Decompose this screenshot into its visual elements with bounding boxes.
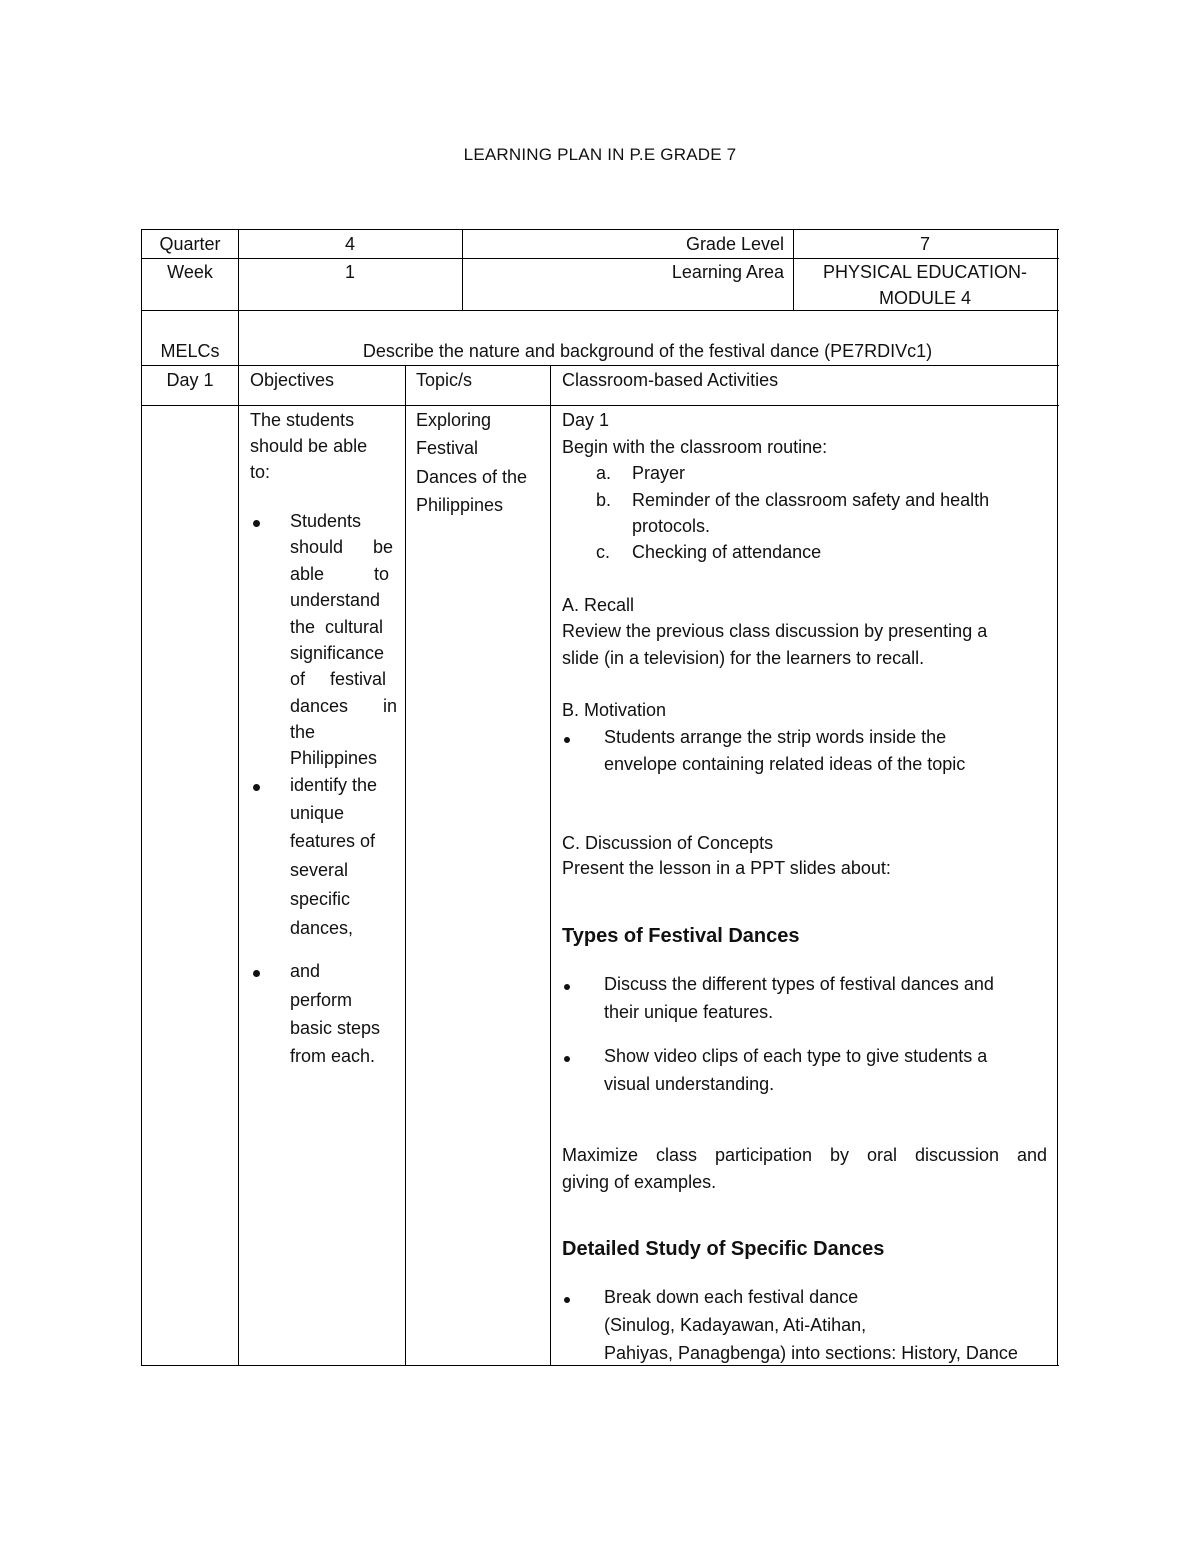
motivation-text: Students arrange the strip words inside the [604,727,947,747]
objective-3-line: basic steps [290,1018,381,1038]
week-value: 1 [344,262,355,282]
objective-2-line: features of [290,831,376,851]
routine-marker: c. [596,542,611,562]
objective-1-line: the cultural [290,617,384,637]
learning-area-value-line1: PHYSICAL EDUCATION- [822,262,1028,282]
bullet-icon [253,958,260,984]
recall-text: Review the previous class discussion by presenting a [562,621,988,641]
objective-1-line: able to [290,564,390,584]
types-bullet-text: their unique features. [604,1002,774,1022]
objective-1-line: Students [290,511,362,531]
objective-1-line: Philippines [290,748,378,768]
activities-day: Day 1 [562,410,610,430]
detailed-heading: Detailed Study of Specific Dances [562,1238,885,1260]
objective-1-line: dances in [290,696,398,716]
objective-3-line: and [290,961,321,981]
routine-intro: Begin with the classroom routine: [562,437,828,457]
maximize-text: Maximize class participation by oral discussion and [562,1145,1047,1165]
objective-1-line: understand [290,590,381,610]
objective-2-line: several [290,860,349,880]
discussion-intro: Present the lesson in a PPT slides about: [562,858,891,878]
topic-line: Philippines [416,495,504,515]
recall-heading: A. Recall [562,595,635,615]
objectives-column-header: Objectives [250,370,335,390]
detailed-bullet-text: Break down each festival dance [604,1287,859,1307]
detailed-bullet-text: (Sinulog, Kadayawan, Ati-Atihan, [604,1315,867,1335]
types-bullet-text: visual understanding. [604,1074,775,1094]
grade-level-label: Grade Level [685,234,784,254]
objectives-intro-line: to: [250,462,271,482]
melcs-value: Describe the nature and background of the festival dance (PE7RDIVc1) [362,341,933,361]
bullet-icon [564,724,570,750]
objective-1-line: should be [290,537,394,557]
week-label: Week [167,262,213,282]
objectives-intro-line: should be able [250,436,368,456]
routine-item: Checking of attendance [632,542,822,562]
objective-1-line: the [290,722,316,742]
objective-2-line: identify the [290,775,378,795]
objective-3-line: perform [290,990,353,1010]
types-heading: Types of Festival Dances [562,925,800,947]
topic-line: Dances of the [416,467,528,487]
routine-item: Prayer [632,463,686,483]
learning-area-label: Learning Area [671,262,784,282]
objective-2-line: unique [290,803,345,823]
recall-text: slide (in a television) for the learners to recall. [562,648,925,668]
melcs-label: MELCs [160,341,220,361]
routine-marker: b. [596,490,612,510]
bullet-icon [253,772,260,798]
day-column-header: Day 1 [166,370,214,390]
bullet-icon [564,1284,570,1310]
objective-2-line: specific [290,889,351,909]
objective-1-line: of festival [290,669,387,689]
quarter-label: Quarter [159,234,221,254]
routine-item: protocols. [632,516,711,536]
objectives-intro-line: The students [250,410,355,430]
routine-marker: a. [596,463,612,483]
learning-area-value-line2: MODULE 4 [878,288,972,308]
discussion-heading: C. Discussion of Concepts [562,833,774,853]
topic-line: Exploring [416,410,492,430]
routine-item: Reminder of the classroom safety and health [632,490,990,510]
objective-1-line: significance [290,643,385,663]
types-bullet-text: Show video clips of each type to give students a [604,1046,988,1066]
bullet-icon [564,1043,570,1069]
objective-3-line: from each. [290,1046,376,1066]
quarter-value: 4 [344,234,355,254]
grade-level-value: 7 [919,234,930,254]
detailed-bullet-text: Pahiyas, Panagbenga) into sections: History, Dance [604,1343,1018,1363]
motivation-heading: B. Motivation [562,700,667,720]
topic-line: Festival [416,438,479,458]
activities-column-header: Classroom-based Activities [562,370,779,390]
maximize-text: giving of examples. [562,1172,717,1192]
motivation-text: envelope containing related ideas of the topic [604,754,966,774]
bullet-icon [253,508,260,534]
types-bullet-text: Discuss the different types of festival dances and [604,974,994,994]
document-title: LEARNING PLAN IN P.E GRADE 7 [463,145,737,164]
topics-column-header: Topic/s [416,370,473,390]
objective-2-line: dances, [290,918,354,938]
bullet-icon [564,971,570,997]
